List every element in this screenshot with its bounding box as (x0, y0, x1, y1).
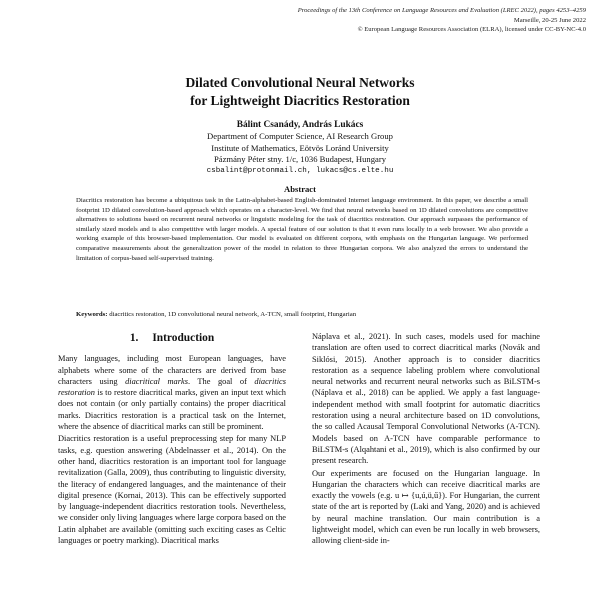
header-line-2: Marseille, 20-25 June 2022 (513, 16, 586, 24)
diacritics-restoration-term: diacritics restoration (58, 376, 287, 398)
header-line-1: Proceedings of the 13th Conference on Language Resources and Evaluation (LREC 2022), pages 4253–4259 (297, 7, 586, 14)
intro-paragraph-1: Many languages, including most European languages, have alphabets where some of the characters are derived from base characters using diacritical marks. The goal of diacritics restoration is to restore diacritical marks, given an input text which does not contain (or only partially contains) the proper diacritical marks. Diacritics restoration is a practical task on the Internet, where the absence of diacritical marks can still be prominent. (58, 354, 287, 432)
section-title: Introduction (152, 332, 215, 344)
abstract-heading: Abstract (284, 184, 316, 194)
left-column (58, 330, 286, 546)
keywords (76, 310, 528, 320)
author-address: Pázmány Péter stny. 1/c, 1036 Budapest, Hungary (213, 154, 386, 165)
proceedings-header (116, 6, 586, 35)
intro-paragraph-3: Náplava et al., 2021). In such cases, models used for machine translation are often used to correct diacritical marks (Novák and Siklósi, 2015). Another approach is to consider diacritics restoration as a sequence labeling problem where convolutional neural networks and recurrent neural networks such as BiLSTM-s (Náplava et al., 2018) can be applied. We apply a fast language-independent method with small footprint for automatic diacritics restoration using a neural architecture based on 1D convolutions, the so called Acausal Temporal Convolutional Networks (A-TCN). Models based on A-TCN have comparable performance to BiLSTM-s (Alqahtani et al., 2019), which is also confirmed by our present research. (312, 332, 540, 466)
section-heading (58, 333, 286, 344)
title-line-1: Dilated Convolutional Neural Networks (185, 75, 415, 90)
author-names: Bálint Csanády, András Lukács (236, 120, 364, 130)
keywords-label: Keywords: (76, 311, 108, 318)
author-block (0, 120, 600, 177)
abstract-text: Diacritics restoration has become a ubiquitous task in the Latin-alphabet-based English-dominated Internet language environment. In this paper, we describe a small footprint 1D dilated convolution-based approach which operates on a character-level. We find that neural networks based on 1D dilated convolutions are competitive alternatives to solutions based on recurrent neural networks or linguistic modeling for the task of diacritics restoration. Our approach surpasses the performance of similarly sized models and is also competitive with larger models. A special feature of our solution is that it even runs locally in a web browser. We also provide a working example of this browser-based implementation. Our model is evaluated on different corpora, with emphasis on the Hungarian language. We performed comparative measurements about the generalization power of the model in relation to three Hungarian corpora. We also analyzed the errors to understand the limitation of corpus-based self-supervised training. (76, 197, 528, 262)
right-column (312, 331, 540, 547)
title-line-2: for Lightweight Diacritics Restoration (190, 93, 410, 108)
author-institute: Institute of Mathematics, Eötvös Loránd University (211, 142, 389, 153)
intro-paragraph-4: Our experiments are focused on the Hungarian language. In Hungarian the characters which can receive diacritical marks are exactly the vowels (e.g. u ↦ {u,ú,ü,ű}). For Hungarian, the current state of the art is reported by (Laki and Yang, 2020) and is achieved by neural machine translation. Our main contribution is a lightweight model, which can even be run locally in web browsers, allowing client-side in- (312, 468, 540, 546)
diacritical-marks-term: diacritical marks (125, 376, 188, 386)
author-emails[interactable]: csbalint@protonmail.ch, lukacs@cs.elte.hu (206, 166, 394, 175)
intro-paragraph-2: Diacritics restoration is a useful preprocessing step for many NLP tasks, e.g. question answering (Abdelnasser et al., 2014). On the other hand, diacritics restoration is an important tool for language revitalization (Galla, 2009), thus contributing to linguistic diversity, the literacy of endangered languages, and the maintenance of their digital presence (Kornai, 2013). This can be effectively supported by language-independent diacritics restoration tools. Nevertheless, we consider only living languages where large corpora based on the Latin alphabet are available (omitting such exciting cases as Celtic languages or poetry marking). Diacritical marks (58, 434, 286, 546)
keywords-text: diacritics restoration, 1D convolutional neural network, A-TCN, small footprint, Hungarian (109, 311, 357, 318)
header-line-3: © European Language Resources Association (ELRA), licensed under CC-BY-NC-4.0 (357, 26, 586, 33)
section-number: 1. (129, 332, 139, 344)
paper-title (0, 74, 600, 110)
author-department: Department of Computer Science, AI Research Group (207, 131, 393, 142)
